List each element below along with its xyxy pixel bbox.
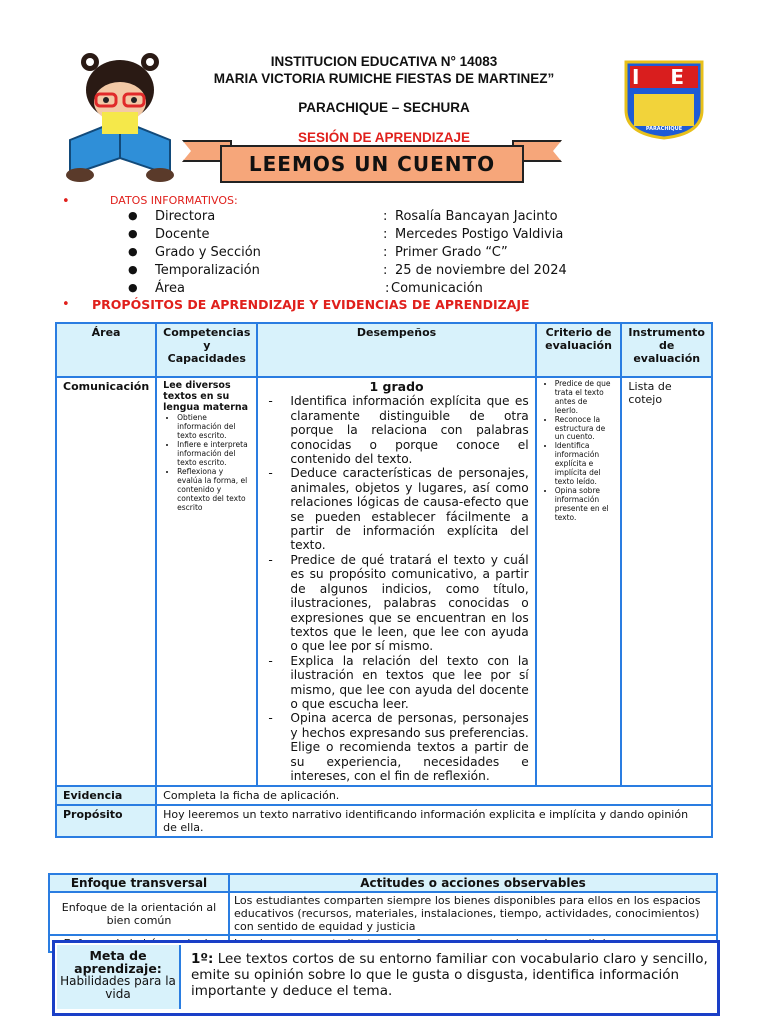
- grado-label: 1 grado: [369, 379, 424, 394]
- list-item: • Opina sobre información presente en el texto.: [555, 487, 613, 523]
- colon: :: [383, 263, 388, 278]
- meta-label-cell: [57, 945, 181, 1009]
- meta-sub: Habilidades para la vida: [60, 974, 176, 1001]
- list-item: - Deduce características de personajes, animales, objetos y lugares, así como relaciones lógicas de causa-efecto que se pueden establecer fácilmente a partir de información explícita del texto.: [264, 466, 528, 552]
- colon: :: [385, 281, 390, 296]
- propositos-heading: PROPÓSITOS DE APRENDIZAJE Y EVIDENCIAS DE APRENDIZAJE: [92, 297, 530, 312]
- capacidades-list: [163, 413, 250, 512]
- table-row: [49, 892, 717, 935]
- meta-prefix: 1º:: [191, 951, 214, 967]
- list-item: • Reflexiona y evalúa la forma, el contenido y contexto del texto escrito: [177, 467, 250, 512]
- competencia-title: Lee diversos textos en su lengua materna: [163, 380, 249, 413]
- criterio-cell: [536, 377, 622, 786]
- list-item: • Reconoce la estructura de un cuento.: [555, 416, 613, 443]
- list-item: - Identifica información explícita que es claramente distinguible de otra porque la relaciona con palabras conocidas o porque conoce el contenido del texto.: [264, 394, 528, 466]
- info-value: Rosalía Bancayan Jacinto: [395, 209, 558, 224]
- info-label: Temporalización: [155, 263, 260, 278]
- bullet-icon: ●: [128, 245, 138, 258]
- info-label: Directora: [155, 209, 216, 224]
- info-value: Mercedes Postigo Valdivia: [395, 227, 564, 242]
- session-label: SESIÓN DE APRENDIZAJE: [297, 130, 471, 145]
- logo-letters: I E: [631, 65, 697, 89]
- competencia-cell: [156, 377, 257, 786]
- list-item: • Identifica información explícita e implícita del texto leído.: [555, 442, 613, 487]
- propositos-table: [55, 322, 713, 838]
- area-cell: Comunicación: [56, 377, 156, 786]
- criterios-list: [543, 380, 613, 523]
- info-label: Docente: [155, 227, 210, 242]
- meta-label: Meta de aprendizaje:: [74, 948, 162, 976]
- colon: :: [383, 209, 388, 224]
- enfoque-cell: Enfoque de la orientación al bien común: [49, 892, 229, 935]
- school-patron: MARIA VICTORIA RUMICHE FIESTAS DE MARTINEZ”: [213, 71, 555, 86]
- meta-text: [191, 951, 711, 999]
- list-item: • Predice de que trata el texto antes de leerlo.: [555, 380, 613, 416]
- bullet-icon: ●: [128, 209, 138, 222]
- header-enfoque: Enfoque transversal: [49, 874, 229, 892]
- evidencia-label: Evidencia: [56, 786, 156, 805]
- table-row: [56, 805, 712, 837]
- session-title: LEEMOS UN CUENTO: [220, 145, 524, 183]
- table-header-row: [56, 323, 712, 377]
- table-row: [56, 786, 712, 805]
- info-label: Área: [155, 281, 185, 296]
- header-criterio: Criterio de evaluación: [536, 323, 622, 377]
- info-value: Comunicación: [391, 281, 483, 296]
- table-header-row: [49, 874, 717, 892]
- bullet-icon: ●: [128, 281, 138, 294]
- info-list: [0, 209, 768, 299]
- bullet-icon: ●: [128, 227, 138, 240]
- actitud-cell: Los estudiantes comparten siempre los bienes disponibles para ellos en los espacios educativos (recursos, materiales, instalaciones, tiempo, actividades, conocimientos) con sentido de equidad y justicia: [229, 892, 717, 935]
- info-value: 25 de noviembre del 2024: [395, 263, 567, 278]
- list-item: - Explica la relación del texto con la ilustración en textos que lee por sí mismo, que lee con ayuda del docente o que escucha leer.: [264, 654, 528, 712]
- list-item: - Opina acerca de personas, personajes y hechos expresando sus preferencias. Elige o recomienda textos a partir de su experiencia, necesidades e intereses, con el fin de reflexión.: [264, 711, 528, 783]
- header-competencias: Competencias y Capacidades: [156, 323, 257, 377]
- header-area: Área: [56, 323, 156, 377]
- header-actitudes: Actitudes o acciones observables: [229, 874, 717, 892]
- list-item: • Obtiene información del texto escrito.: [177, 413, 250, 440]
- propositos-bullet: •: [62, 297, 70, 312]
- school-location: PARACHIQUE – SECHURA: [298, 100, 470, 115]
- datos-heading: DATOS INFORMATIVOS:: [110, 194, 238, 207]
- logo-caption: PARACHIQUE: [645, 126, 683, 132]
- header-instrumento: Instrumento de evaluación: [621, 323, 712, 377]
- instrumento-cell: Lista de cotejo: [621, 377, 712, 786]
- evidencia-value: Completa la ficha de aplicación.: [156, 786, 712, 805]
- bullet-icon: ●: [128, 263, 138, 276]
- table-row: [56, 377, 712, 786]
- colon: :: [383, 227, 388, 242]
- info-label: Grado y Sección: [155, 245, 261, 260]
- school-name: INSTITUCION EDUCATIVA N° 14083: [270, 54, 498, 69]
- info-value: Primer Grado “C”: [395, 245, 508, 260]
- proposito-value: Hoy leeremos un texto narrativo identificando información explicita e implícita y dando opinión de ella.: [156, 805, 712, 837]
- list-item: - Predice de qué tratará el texto y cuál es su propósito comunicativo, a partir de algunos indicios, como título, ilustraciones, palabras conocidas o expresiones que se encuentran en los textos que le leen, que lee con ayuda o que lee por sí mismo.: [264, 553, 528, 654]
- colon: :: [383, 245, 388, 260]
- meta-aprendizaje-box: [52, 940, 720, 1016]
- meta-body: Lee textos cortos de su entorno familiar con vocabulario claro y sencillo, emite su opinión sobre lo que le gusta o disgusta, identifica información importante y deduce el tema.: [191, 951, 708, 999]
- header-desempenos: Desempeños: [257, 323, 535, 377]
- datos-bullet: •: [62, 194, 70, 209]
- desempenos-cell: [257, 377, 535, 786]
- proposito-label: Propósito: [56, 805, 156, 837]
- list-item: • Infiere e interpreta información del texto escrito.: [177, 440, 250, 467]
